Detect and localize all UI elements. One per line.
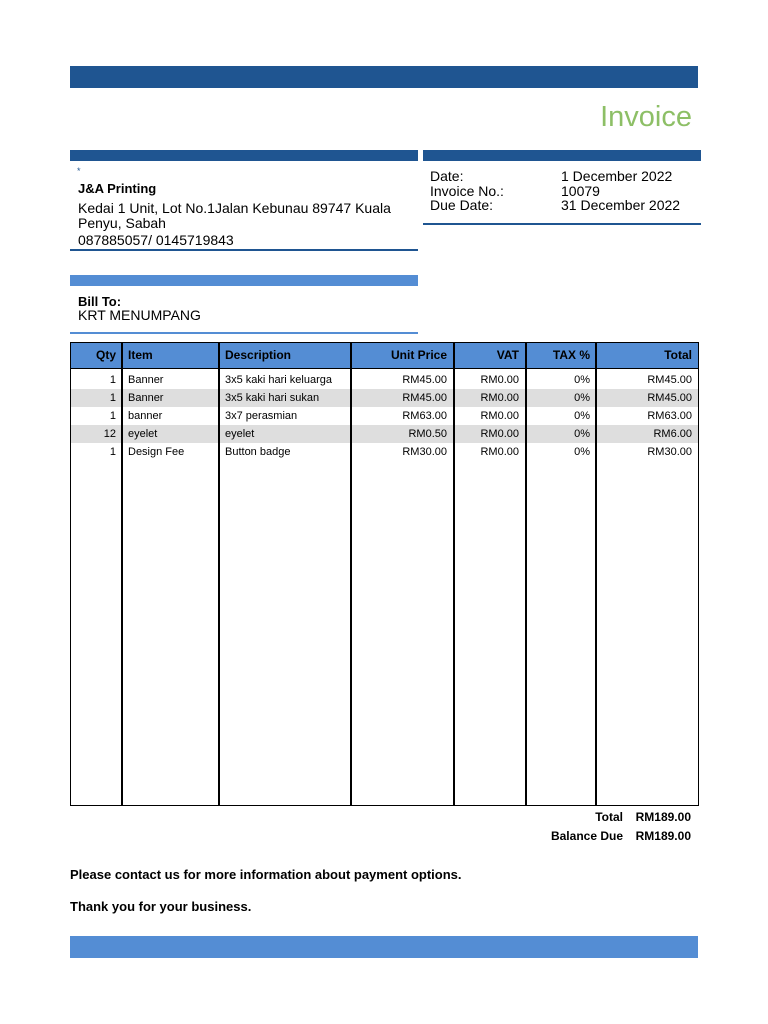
cell-vat: RM0.00 bbox=[480, 428, 519, 440]
header-vat: VAT bbox=[496, 348, 519, 362]
bill-to-label: Bill To: bbox=[78, 294, 122, 309]
divider bbox=[70, 332, 418, 334]
cell-vat: RM0.00 bbox=[480, 392, 519, 404]
invoice-meta bbox=[430, 169, 680, 213]
cell-tax: 0% bbox=[574, 428, 590, 440]
balance-due-row bbox=[551, 829, 691, 843]
cell-unit-price: RM45.00 bbox=[402, 374, 447, 386]
table-row bbox=[71, 389, 698, 407]
cell-item: Design Fee bbox=[128, 446, 185, 458]
table-row bbox=[71, 407, 698, 425]
table-row bbox=[71, 425, 698, 443]
cell-unit-price: RM0.50 bbox=[408, 428, 447, 440]
column-divider bbox=[453, 343, 455, 805]
header-qty: Qty bbox=[95, 348, 116, 362]
cell-total: RM45.00 bbox=[647, 392, 692, 404]
balance-due-value: RM189.00 bbox=[635, 829, 691, 843]
cell-vat: RM0.00 bbox=[480, 410, 519, 422]
cell-total: RM6.00 bbox=[653, 428, 692, 440]
date-value: 1 December 2022 bbox=[561, 168, 673, 184]
cell-item: Banner bbox=[128, 374, 164, 386]
meta-row-due bbox=[430, 198, 680, 213]
cell-qty: 1 bbox=[109, 410, 116, 422]
meta-row-date bbox=[430, 169, 680, 184]
cell-tax: 0% bbox=[574, 410, 590, 422]
divider bbox=[423, 223, 701, 225]
cell-description: Button badge bbox=[225, 446, 291, 458]
column-divider bbox=[121, 343, 123, 805]
cell-qty: 1 bbox=[109, 392, 116, 404]
cell-item: eyelet bbox=[128, 428, 158, 440]
logo-placeholder-icon: * bbox=[77, 166, 81, 176]
invoice-number-label: Invoice No.: bbox=[430, 182, 504, 199]
column-divider bbox=[595, 343, 597, 805]
cell-tax: 0% bbox=[574, 392, 590, 404]
cell-description: 3x5 kaki hari sukan bbox=[225, 392, 320, 404]
cell-total: RM30.00 bbox=[647, 446, 692, 458]
bill-to-name: KRT MENUMPANG bbox=[78, 307, 201, 323]
meta-row-invoice bbox=[430, 184, 680, 199]
cell-total: RM63.00 bbox=[647, 410, 692, 422]
company-phone: 087885057/ 0145719843 bbox=[78, 232, 234, 248]
cell-tax: 0% bbox=[574, 446, 590, 458]
header-tax: TAX % bbox=[552, 348, 590, 362]
cell-vat: RM0.00 bbox=[480, 374, 519, 386]
cell-description: 3x7 perasmian bbox=[225, 410, 298, 422]
cell-unit-price: RM63.00 bbox=[402, 410, 447, 422]
thanks-note: Thank you for your business. bbox=[70, 899, 252, 914]
header-unit-price: Unit Price bbox=[390, 348, 447, 362]
cell-unit-price: RM30.00 bbox=[402, 446, 447, 458]
cell-item: Banner bbox=[128, 392, 164, 404]
total-value: RM189.00 bbox=[635, 810, 691, 824]
bottom-banner bbox=[70, 936, 698, 958]
cell-qty: 1 bbox=[109, 446, 116, 458]
cell-vat: RM0.00 bbox=[480, 446, 519, 458]
header-item: Item bbox=[128, 348, 153, 362]
total-label: Total bbox=[595, 810, 623, 824]
invoice-number-value: 10079 bbox=[561, 182, 600, 199]
due-date-value: 31 December 2022 bbox=[561, 197, 681, 213]
column-divider bbox=[218, 343, 220, 805]
cell-tax: 0% bbox=[574, 374, 590, 386]
table-row bbox=[71, 371, 698, 389]
company-name: J&A Printing bbox=[78, 181, 157, 196]
items-table bbox=[70, 342, 699, 806]
cell-total: RM45.00 bbox=[647, 374, 692, 386]
cell-item: banner bbox=[128, 410, 163, 422]
meta-header-bar bbox=[423, 150, 701, 161]
table-row bbox=[71, 443, 698, 461]
payment-note: Please contact us for more information about payment options. bbox=[70, 867, 462, 882]
header-total: Total bbox=[664, 348, 692, 362]
bill-to-bar bbox=[70, 275, 418, 286]
date-label: Date: bbox=[430, 168, 464, 184]
due-date-label: Due Date: bbox=[430, 197, 494, 213]
table-header bbox=[71, 343, 698, 369]
balance-due-label: Balance Due bbox=[550, 829, 623, 843]
company-header-bar bbox=[70, 150, 418, 161]
total-row bbox=[595, 810, 691, 824]
top-banner bbox=[70, 66, 698, 88]
header-description: Description bbox=[225, 348, 292, 362]
column-divider bbox=[525, 343, 527, 805]
company-address: Kedai 1 Unit, Lot No.1Jalan Kebunau 89747 Kuala Penyu, Sabah bbox=[78, 200, 391, 231]
cell-description: eyelet bbox=[225, 428, 255, 440]
divider bbox=[70, 249, 418, 251]
cell-description: 3x5 kaki hari keluarga bbox=[225, 374, 333, 386]
cell-unit-price: RM45.00 bbox=[402, 392, 447, 404]
column-divider bbox=[350, 343, 352, 805]
cell-qty: 12 bbox=[103, 428, 116, 440]
cell-qty: 1 bbox=[109, 374, 116, 386]
page-title: Invoice bbox=[600, 101, 692, 133]
